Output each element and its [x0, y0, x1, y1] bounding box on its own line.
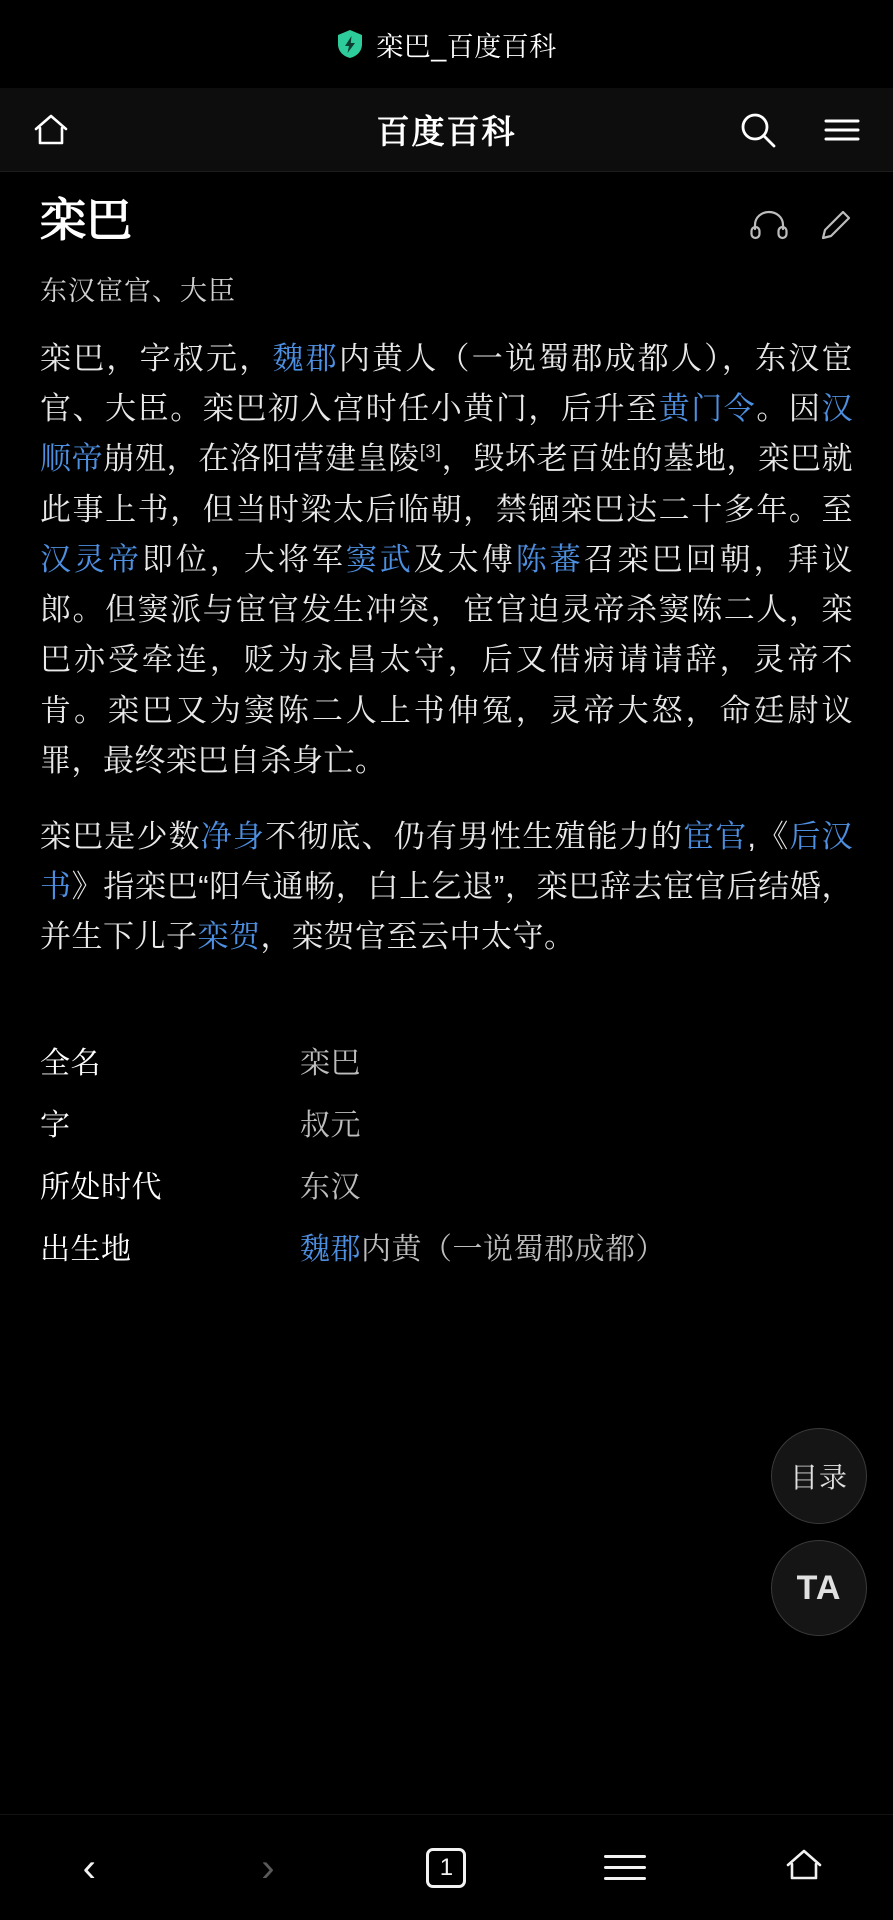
toc-button[interactable]: 目录 — [771, 1428, 867, 1524]
article-paragraph-2 — [40, 812, 853, 963]
table-row — [40, 1215, 853, 1277]
menu-icon[interactable] — [819, 107, 865, 153]
info-table — [40, 1029, 853, 1277]
para1-seg6: 即位，大将军 — [141, 541, 346, 577]
browser-title-bar — [0, 0, 893, 88]
link-douwu[interactable]: 窦武 — [345, 541, 414, 577]
para2-seg4: 》指栾巴“阳气通畅，白上乞退”，栾巴辞去宦官后结婚，并生下儿子 — [40, 869, 853, 955]
app-header — [0, 88, 893, 172]
headphones-icon[interactable] — [749, 209, 789, 246]
info-key: 字 — [40, 1108, 71, 1142]
para1-seg7: 及太傅 — [413, 541, 516, 577]
info-value: 栾巴 — [300, 1046, 361, 1080]
para2-seg2: 不彻底、仍有男性生殖能力的 — [265, 818, 684, 854]
info-key: 全名 — [40, 1046, 101, 1080]
tab-count-badge: 1 — [426, 1848, 466, 1888]
info-key: 所处时代 — [40, 1170, 162, 1204]
para2-seg1: 栾巴是少数 — [40, 818, 201, 854]
link-weijun[interactable]: 魏郡 — [272, 341, 339, 376]
para2-seg3: ,《 — [747, 818, 790, 854]
home-outline-icon — [782, 1845, 826, 1890]
home-icon[interactable] — [28, 107, 74, 153]
browser-bottom-nav — [0, 1814, 893, 1920]
ta-button[interactable]: TA — [771, 1540, 867, 1636]
browser-tab-title: 栾巴_百度百科 — [376, 31, 557, 62]
link-huangmenling[interactable]: 黄门令 — [658, 391, 757, 427]
link-huanguan[interactable]: 宦官 — [683, 818, 748, 854]
chevron-right-icon: › — [261, 1845, 275, 1890]
table-row — [40, 1153, 853, 1215]
para2-seg5: ，栾贺官至云中太守。 — [260, 919, 576, 955]
shield-icon — [336, 29, 364, 59]
link-hanlingdi[interactable]: 汉灵帝 — [40, 541, 142, 577]
info-value — [300, 1215, 853, 1277]
article-paragraph-1 — [40, 334, 853, 786]
browser-menu-button[interactable] — [580, 1838, 670, 1898]
header-actions — [735, 107, 865, 153]
entry-subtitle: 东汉宦官、大臣 — [40, 276, 236, 306]
page-title: 百度百科 — [376, 113, 517, 150]
forward-button[interactable] — [223, 1838, 313, 1898]
link-houhanshu[interactable]: 后汉书 — [40, 818, 854, 905]
para1-seg8: 召栾巴回朝，拜议郎。但窦派与宦官发生冲突，宦官迫灵帝杀窦陈二人，栾巴亦受牵连，贬为永昌太守，后又借病请请辞，灵帝不肯。栾巴又为窦陈二人上书伸冤，灵帝大怒，命廷尉议罪，最终栾巴自杀身亡。 — [40, 541, 854, 778]
back-button[interactable] — [44, 1838, 134, 1898]
table-row — [40, 1091, 853, 1153]
link-luanhe[interactable]: 栾贺 — [197, 919, 261, 955]
info-value: 叔元 — [300, 1108, 361, 1142]
para1-seg2: 内黄人（一说蜀郡成都人），东汉宦官、大臣。栾巴初入宫时任小黄门，后升至 — [40, 341, 854, 427]
pencil-icon[interactable] — [819, 208, 853, 247]
link-jingshen[interactable]: 净身 — [200, 818, 266, 854]
info-value: 东汉 — [300, 1170, 361, 1204]
link-chenfan[interactable]: 陈蕃 — [515, 541, 584, 577]
para1-seg4: 崩殂，在洛阳营建皇陵 — [103, 441, 420, 477]
link-hanshundi[interactable]: 汉顺帝 — [40, 391, 853, 477]
article-title-row — [40, 194, 853, 247]
para1-seg5: ，毁坏老百姓的墓地，栾巴就此事上书，但当时梁太后临朝，禁锢栾巴达二十多年。至 — [40, 441, 854, 527]
para1-seg1: 栾巴，字叔元， — [40, 341, 273, 376]
chevron-left-icon: ‹ — [82, 1845, 96, 1890]
para1-seg3: 。因 — [756, 391, 822, 427]
article-actions — [749, 194, 853, 247]
link-birthplace-weijun[interactable]: 魏郡 — [300, 1232, 361, 1266]
info-key: 出生地 — [40, 1232, 132, 1266]
reference-marker[interactable]: [3] — [419, 442, 442, 463]
article-content — [0, 172, 893, 1277]
tab-switcher-button[interactable] — [401, 1838, 491, 1898]
entry-title: 栾巴 — [40, 194, 132, 246]
hamburger-icon — [604, 1847, 646, 1888]
info-value-text: 内黄（一说蜀郡成都） — [361, 1232, 666, 1266]
table-row — [40, 1029, 853, 1091]
browser-home-button[interactable] — [759, 1838, 849, 1898]
search-icon[interactable] — [735, 107, 781, 153]
